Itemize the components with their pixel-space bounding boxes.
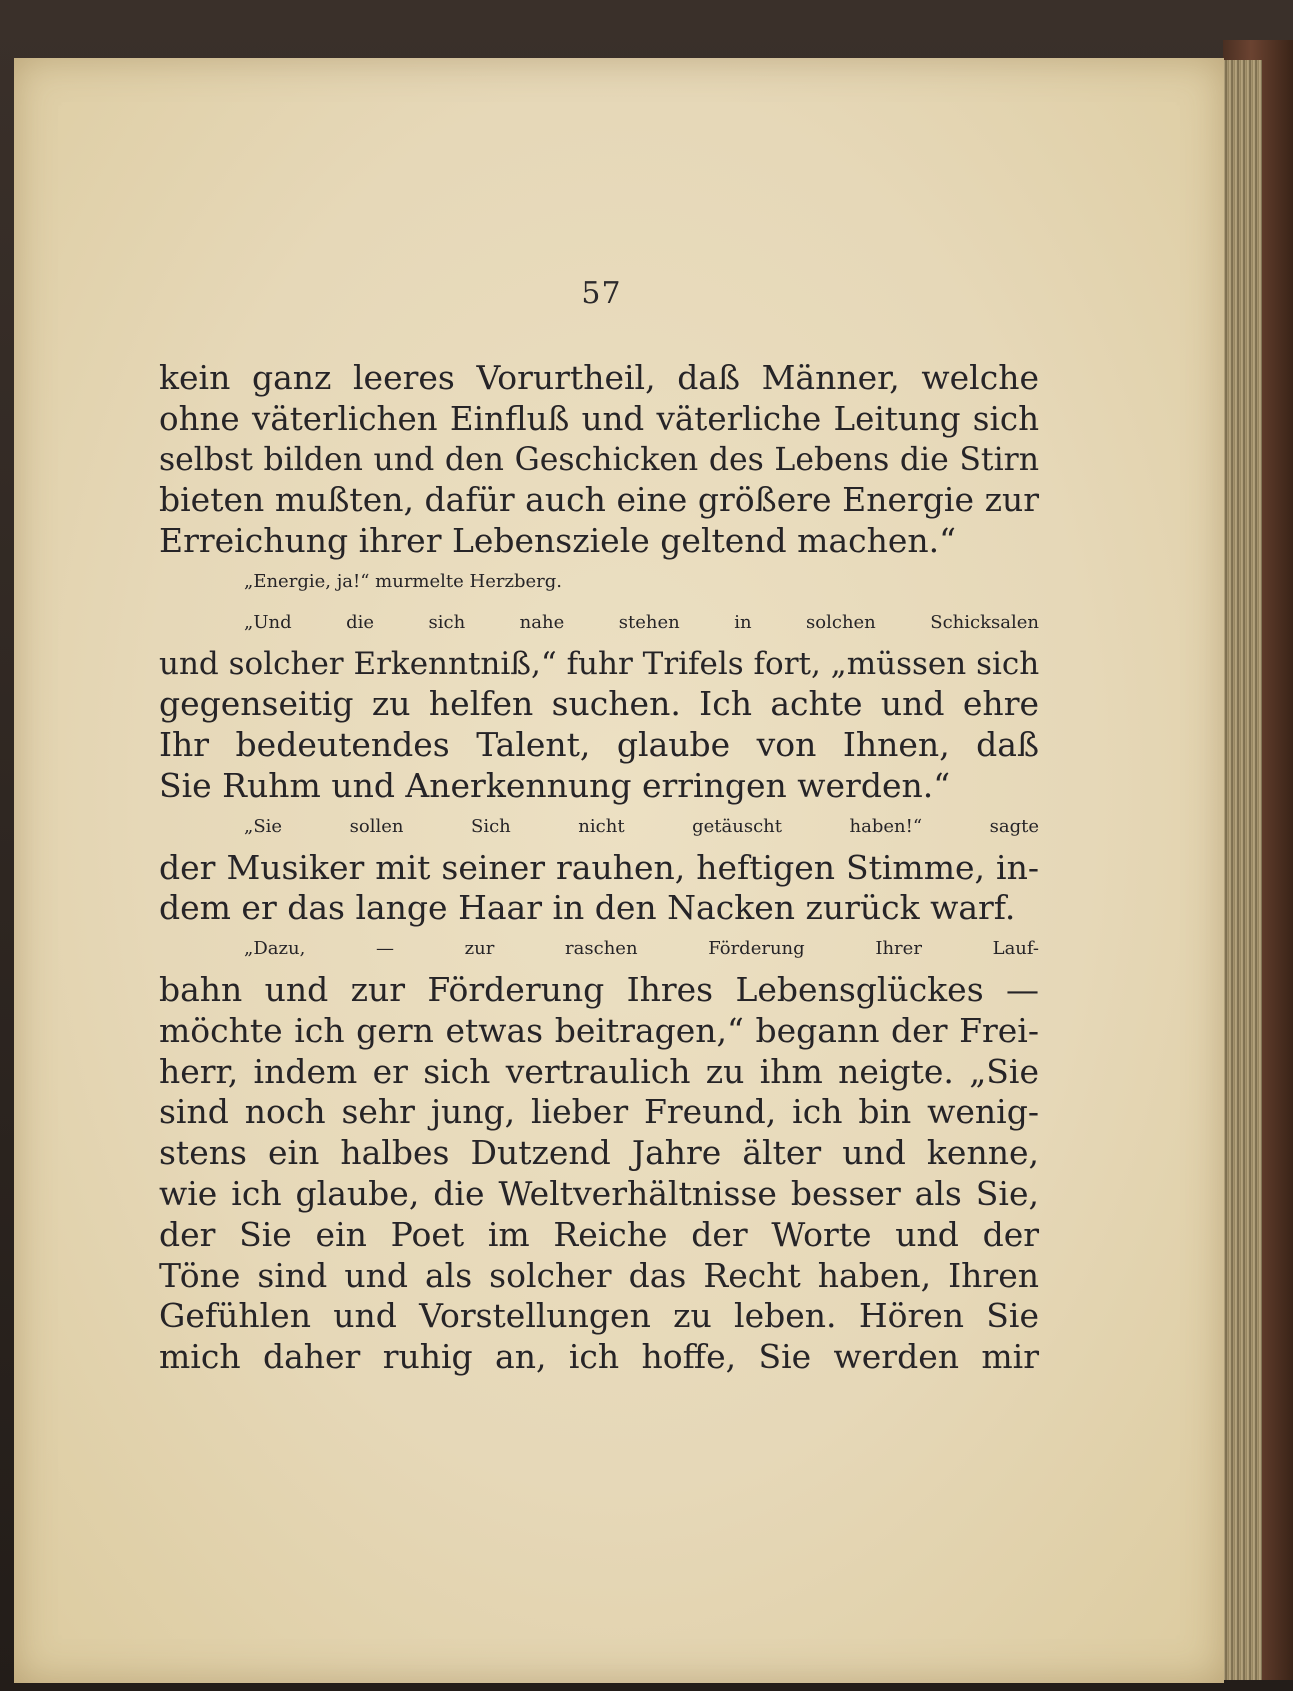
body-text	[159, 358, 1039, 1378]
text-line: stens ein halbes Dutzend Jahre älter und kenne,	[159, 1133, 1039, 1173]
text-line: möchte ich gern etwas beitragen,“ begann der Frei-	[159, 1010, 1039, 1050]
text-line: „Und die sich nahe stehen in solchen Schicksalen	[244, 611, 1039, 633]
text-line: dem er das lange Haar in den Nacken zurück warf.	[159, 888, 1016, 928]
page-number: 57	[581, 276, 622, 311]
text-line: „Dazu, — zur raschen Förderung Ihrer Lauf-	[244, 938, 1039, 960]
text-line: und solcher Erkenntniß,“ fuhr Trifels fort, „müssen sich	[159, 645, 1040, 682]
text-line: der Musiker mit seiner rauhen, heftigen Stimme, in-	[159, 847, 1039, 887]
text-line: Erreichung ihrer Lebensziele geltend machen.“	[159, 521, 956, 561]
text-line: gegenseitig zu helfen suchen. Ich achte und ehre	[159, 684, 1039, 724]
text-line: bieten mußten, dafür auch eine größere Energie zur	[159, 480, 1039, 520]
text-line: „Energie, ja!“ murmelte Herzberg.	[244, 570, 562, 592]
text-line: herr, indem er sich vertraulich zu ihm neigte. „Sie	[159, 1051, 1039, 1091]
text-line: selbst bilden und den Geschicken des Lebens die Stirn	[159, 441, 1039, 478]
text-line: Ihr bedeutendes Talent, glaube von Ihnen, daß	[159, 725, 1039, 765]
text-line: ohne väterlichen Einfluß und väterliche Leitung sich	[159, 399, 1039, 438]
text-line: Gefühlen und Vorstellungen zu leben. Hören Sie	[159, 1296, 1039, 1336]
text-line: sind noch sehr jung, lieber Freund, ich bin wenig-	[159, 1092, 1039, 1132]
text-line: mich daher ruhig an, ich hoffe, Sie werden mir	[159, 1337, 1039, 1377]
text-line: Sie Ruhm und Anerkennung erringen werden.“	[159, 765, 951, 805]
text-line: kein ganz leeres Vorurtheil, daß Männer, welche	[159, 358, 1039, 397]
book-page	[14, 58, 1224, 1683]
text-line: der Sie ein Poet im Reiche der Worte und der	[159, 1214, 1039, 1254]
text-line: „Sie sollen Sich nicht getäuscht haben!“ sagte	[244, 815, 1039, 837]
text-line: wie ich glaube, die Weltverhältnisse besser als Sie,	[159, 1173, 1039, 1213]
text-line: bahn und zur Förderung Ihres Lebensglückes —	[159, 969, 1039, 1009]
text-line: Töne sind und als solcher das Recht haben, Ihren	[159, 1255, 1039, 1295]
